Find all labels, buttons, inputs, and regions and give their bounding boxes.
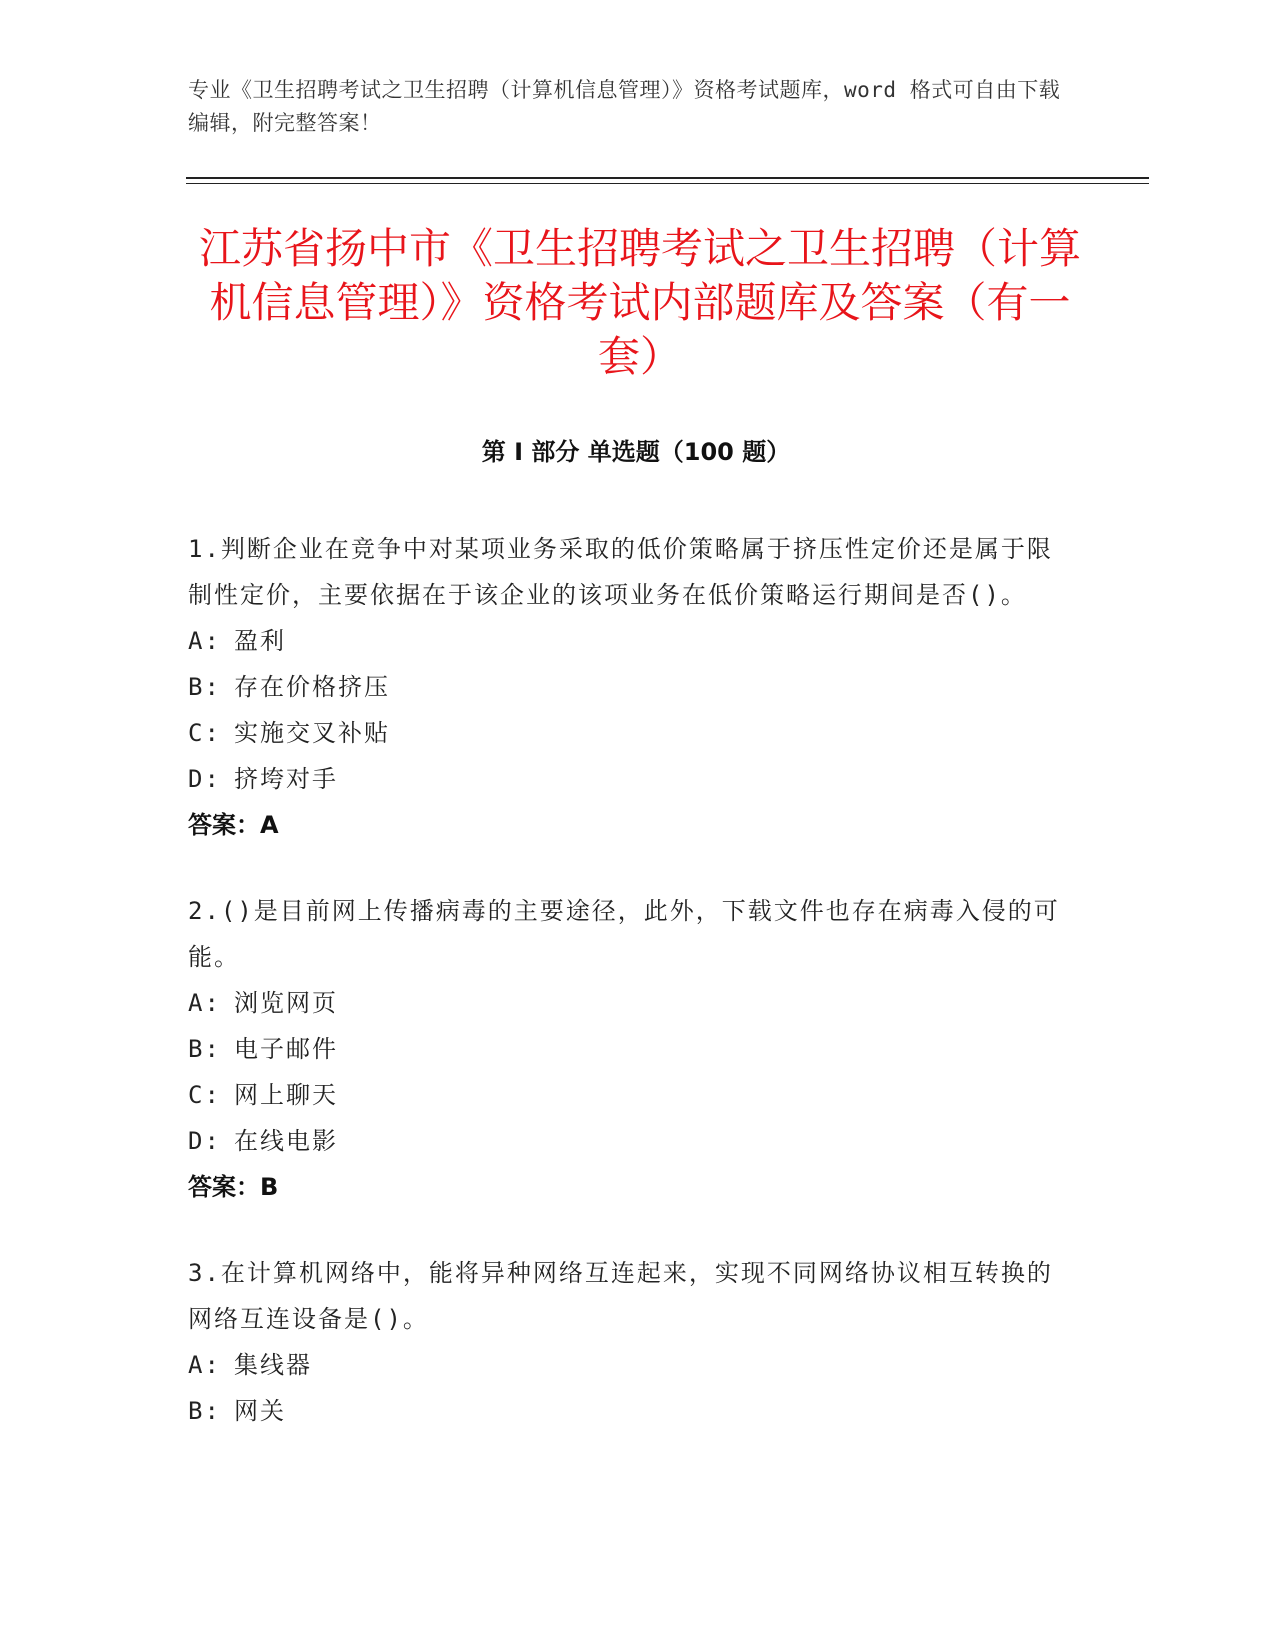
option-text: 实施交叉补贴 [234,719,390,747]
option-text: 盈利 [234,627,286,655]
option-text: 浏览网页 [234,989,338,1017]
option-key: D: [188,765,221,793]
answer-value: B [260,1173,279,1201]
header-note: 专业《卫生招聘考试之卫生招聘（计算机信息管理）》资格考试题库，word 格式可自由下载编辑，附完整答案！ [188,78,1061,135]
option-a [188,980,1068,1026]
option-key: C: [188,1081,221,1109]
option-key: B: [188,1397,221,1425]
section-heading: 第 I 部分 单选题（100 题） [481,438,791,466]
option-text: 网上聊天 [234,1081,338,1109]
option-text: 挤垮对手 [234,765,338,793]
option-b [188,1388,1068,1434]
question-2 [188,888,1068,1210]
option-c [188,1072,1068,1118]
option-key: D: [188,1127,221,1155]
question-stem: 1.判断企业在竞争中对某项业务采取的低价策略属于挤压性定价还是属于限制性定价，主要依据在于该企业的该项业务在低价策略运行期间是否()。 [188,535,1053,609]
option-c [188,710,1068,756]
option-key: A: [188,989,221,1017]
option-key: A: [188,1351,221,1379]
option-text: 网关 [234,1397,286,1425]
option-key: C: [188,719,221,747]
option-d [188,756,1068,802]
answer-line [188,802,1068,848]
answer-prefix: 答案： [188,1173,260,1201]
header-divider-thick [186,177,1149,179]
option-b [188,1026,1068,1072]
option-key: A: [188,627,221,655]
option-text: 存在价格挤压 [234,673,390,701]
option-b [188,664,1068,710]
option-text: 电子邮件 [234,1035,338,1063]
document-title: 江苏省扬中市《卫生招聘考试之卫生招聘（计算机信息管理）》资格考试内部题库及答案（有一套） [198,224,1081,381]
answer-line [188,1164,1068,1210]
option-key: B: [188,1035,221,1063]
question-3 [188,1250,1068,1434]
option-text: 在线电影 [234,1127,338,1155]
option-key: B: [188,673,221,701]
answer-prefix: 答案： [188,811,260,839]
question-1 [188,526,1068,848]
question-stem: 2.()是目前网上传播病毒的主要途径，此外，下载文件也存在病毒入侵的可能。 [188,897,1060,971]
answer-value: A [260,811,279,839]
option-a [188,618,1068,664]
option-d [188,1118,1068,1164]
header-divider-thin [186,183,1149,184]
option-text: 集线器 [234,1351,312,1379]
question-list [188,526,1068,1474]
option-a [188,1342,1068,1388]
question-stem: 3.在计算机网络中，能将异种网络互连起来，实现不同网络协议相互转换的网络互连设备是()。 [188,1259,1053,1333]
